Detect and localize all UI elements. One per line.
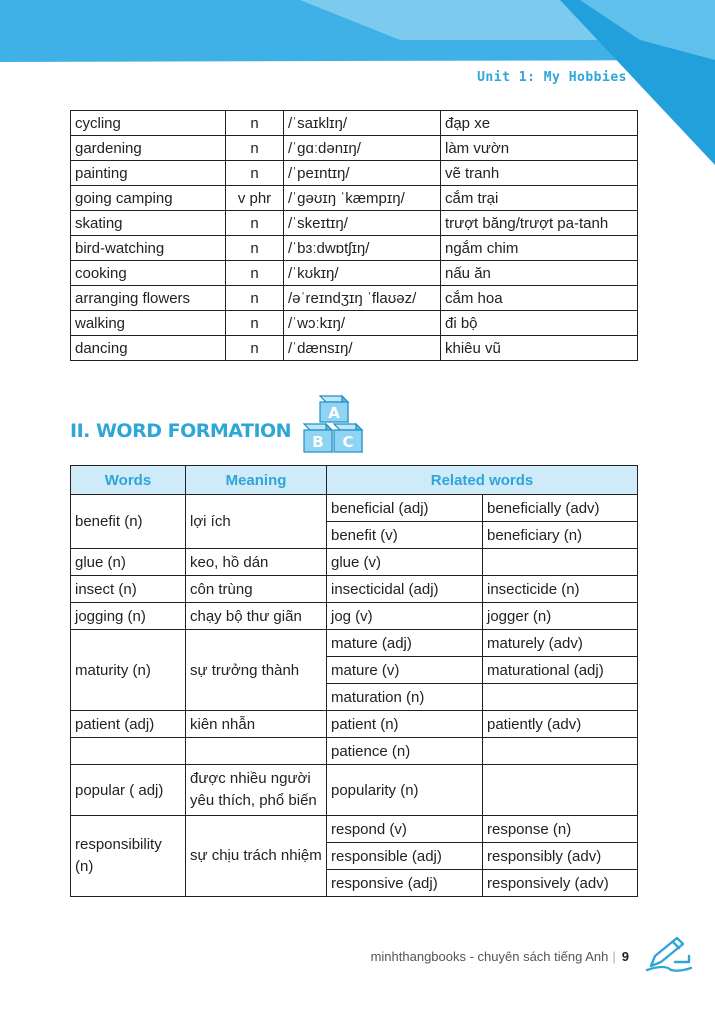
related-word-cell: insecticide (n)	[483, 576, 638, 603]
vocab-pos-cell: n	[226, 311, 284, 336]
vocab-word-cell: gardening	[71, 136, 226, 161]
footer-separator: |	[612, 949, 616, 964]
related-word-cell: jogger (n)	[483, 603, 638, 630]
header-meaning: Meaning	[186, 466, 327, 495]
related-word-cell: benefit (v)	[327, 522, 483, 549]
meaning-cell: côn trùng	[186, 576, 327, 603]
vocab-ipa-cell: /ˈskeɪtɪŋ/	[284, 211, 441, 236]
table-row	[71, 236, 638, 261]
table-row	[71, 211, 638, 236]
word-cell: benefit (n)	[71, 495, 186, 549]
table-row	[71, 765, 638, 816]
vocab-meaning-cell: đi bộ	[441, 311, 638, 336]
vocab-ipa-cell: /ˈdænsɪŋ/	[284, 336, 441, 361]
vocab-meaning-cell: làm vườn	[441, 136, 638, 161]
abc-blocks-icon	[298, 392, 370, 458]
vocab-word-cell: dancing	[71, 336, 226, 361]
vocab-meaning-cell: khiêu vũ	[441, 336, 638, 361]
table-row	[71, 336, 638, 361]
vocab-word-cell: going camping	[71, 186, 226, 211]
header-related-words: Related words	[327, 466, 638, 495]
table-row	[71, 136, 638, 161]
related-word-cell: responsible (adj)	[327, 843, 483, 870]
footer	[371, 949, 629, 964]
table-row	[71, 161, 638, 186]
table-row	[71, 111, 638, 136]
unit-title: Unit 1: My Hobbies	[477, 70, 627, 85]
vocab-pos-cell: n	[226, 161, 284, 186]
vocab-pos-cell: n	[226, 236, 284, 261]
meaning-cell: kiên nhẫn	[186, 711, 327, 738]
publisher-text: minhthangbooks - chuyên sách tiếng Anh	[370, 949, 609, 964]
vocab-word-cell: skating	[71, 211, 226, 236]
meaning-cell: chạy bộ thư giãn	[186, 603, 327, 630]
related-word-cell: respond (v)	[327, 816, 483, 843]
related-word-cell	[483, 549, 638, 576]
table-row	[71, 311, 638, 336]
table-row	[71, 738, 638, 765]
vocab-meaning-cell: ngắm chim	[441, 236, 638, 261]
meaning-cell	[186, 738, 327, 765]
table-row	[71, 286, 638, 311]
related-word-cell: patience (n)	[327, 738, 483, 765]
word-cell: popular ( adj)	[71, 765, 186, 816]
vocab-pos-cell: n	[226, 211, 284, 236]
vocabulary-table	[70, 110, 638, 361]
related-word-cell: mature (v)	[327, 657, 483, 684]
table-row	[71, 711, 638, 738]
meaning-cell: được nhiều người yêu thích, phổ biến	[186, 765, 327, 816]
vocab-ipa-cell: /ˈbɜːdwɒtʃɪŋ/	[284, 236, 441, 261]
word-cell: maturity (n)	[71, 630, 186, 711]
vocab-word-cell: painting	[71, 161, 226, 186]
vocab-meaning-cell: đạp xe	[441, 111, 638, 136]
vocab-pos-cell: n	[226, 286, 284, 311]
vocab-ipa-cell: /əˈreɪndʒɪŋ ˈflaʊəz/	[284, 286, 441, 311]
related-word-cell: responsibly (adv)	[483, 843, 638, 870]
vocab-meaning-cell: cắm hoa	[441, 286, 638, 311]
block-letter-b: B	[312, 433, 324, 451]
vocab-word-cell: bird-watching	[71, 236, 226, 261]
related-word-cell: maturely (adv)	[483, 630, 638, 657]
related-word-cell	[483, 684, 638, 711]
related-word-cell: beneficially (adv)	[483, 495, 638, 522]
related-word-cell	[483, 765, 638, 816]
related-word-cell: glue (v)	[327, 549, 483, 576]
table-row	[71, 816, 638, 843]
vocab-pos-cell: n	[226, 136, 284, 161]
header-words: Words	[71, 466, 186, 495]
related-word-cell: patiently (adv)	[483, 711, 638, 738]
vocab-word-cell: arranging flowers	[71, 286, 226, 311]
vocab-pos-cell: n	[226, 336, 284, 361]
vocab-meaning-cell: vẽ tranh	[441, 161, 638, 186]
related-word-cell: responsively (adv)	[483, 870, 638, 897]
vocab-word-cell: cooking	[71, 261, 226, 286]
table-row	[71, 549, 638, 576]
table-row	[71, 576, 638, 603]
word-cell: patient (adj)	[71, 711, 186, 738]
section-heading: II. WORD FORMATION	[70, 420, 292, 442]
vocab-ipa-cell: /ˈɡɑːdənɪŋ/	[284, 136, 441, 161]
meaning-cell: sự chịu trách nhiệm	[186, 816, 327, 897]
related-word-cell: response (n)	[483, 816, 638, 843]
block-letter-c: C	[342, 433, 354, 451]
vocab-word-cell: cycling	[71, 111, 226, 136]
table-row	[71, 495, 638, 522]
vocab-meaning-cell: trượt băng/trượt pa-tanh	[441, 211, 638, 236]
meaning-cell: keo, hồ dán	[186, 549, 327, 576]
related-word-cell: mature (adj)	[327, 630, 483, 657]
related-word-cell	[483, 738, 638, 765]
vocab-pos-cell: n	[226, 261, 284, 286]
related-word-cell: beneficial (adj)	[327, 495, 483, 522]
meaning-cell: lợi ích	[186, 495, 327, 549]
vocab-meaning-cell: cắm trại	[441, 186, 638, 211]
related-word-cell: patient (n)	[327, 711, 483, 738]
word-cell: jogging (n)	[71, 603, 186, 630]
vocab-ipa-cell: /ˈpeɪntɪŋ/	[284, 161, 441, 186]
vocab-ipa-cell: /ˈsaɪklɪŋ/	[284, 111, 441, 136]
word-formation-table	[70, 465, 638, 897]
page-number: 9	[621, 949, 629, 964]
vocab-pos-cell: v phr	[226, 186, 284, 211]
block-letter-a: A	[328, 404, 340, 422]
related-word-cell: insecticidal (adj)	[327, 576, 483, 603]
related-word-cell: responsive (adj)	[327, 870, 483, 897]
word-cell: insect (n)	[71, 576, 186, 603]
vocab-ipa-cell: /ˈkʊkɪŋ/	[284, 261, 441, 286]
related-word-cell: maturation (n)	[327, 684, 483, 711]
table-row	[71, 261, 638, 286]
vocab-word-cell: walking	[71, 311, 226, 336]
table-row	[71, 186, 638, 211]
vocab-ipa-cell: /ˈɡəʊɪŋ ˈkæmpɪŋ/	[284, 186, 441, 211]
vocab-ipa-cell: /ˈwɔːkɪŋ/	[284, 311, 441, 336]
related-word-cell: jog (v)	[327, 603, 483, 630]
vocab-meaning-cell: nấu ăn	[441, 261, 638, 286]
table-row	[71, 603, 638, 630]
word-cell: glue (n)	[71, 549, 186, 576]
table-row	[71, 630, 638, 657]
pen-writing-icon	[645, 934, 695, 974]
meaning-cell: sự trưởng thành	[186, 630, 327, 711]
word-cell: responsibility (n)	[71, 816, 186, 897]
word-cell	[71, 738, 186, 765]
related-word-cell: popularity (n)	[327, 765, 483, 816]
related-word-cell: beneficiary (n)	[483, 522, 638, 549]
related-word-cell: maturational (adj)	[483, 657, 638, 684]
vocab-pos-cell: n	[226, 111, 284, 136]
